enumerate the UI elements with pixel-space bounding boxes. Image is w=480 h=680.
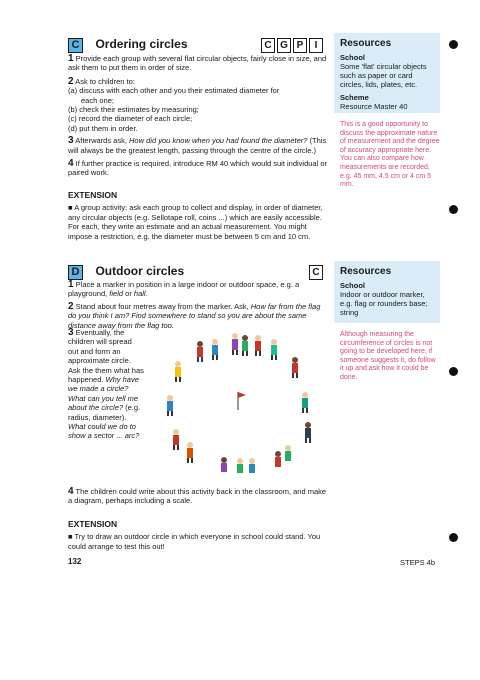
binder-hole-icon	[449, 533, 458, 542]
code-badge: G	[277, 38, 291, 53]
child-figure	[167, 395, 173, 416]
resources-subheading: Scheme	[340, 93, 369, 102]
code-badge: P	[293, 38, 307, 53]
paragraph-2: 2 Ask to children to:	[68, 75, 135, 87]
activity-codes	[307, 262, 323, 280]
paragraph-4: 4 If further practice is required, introduce RM 40 which would suit individual or paired work.	[68, 158, 328, 178]
child-figure	[175, 361, 181, 382]
resources-panel	[334, 261, 440, 323]
teacher-note: Although measuring the circumference of circles is not going to be developed here, if someone suggests it, do follow it up and ask how it could be done.	[340, 331, 436, 381]
child-figure	[173, 429, 179, 450]
teacher-note: This is a good opportunity to discuss the approximate nature of measurement and the degree of accuracy appropriate here. You can also compare how measurements are recorded, e.g. 45 mm, 4.5 cm or 4 cm 5 mm.	[340, 121, 440, 189]
binder-hole-icon	[449, 205, 458, 214]
extension-heading: EXTENSION	[68, 189, 118, 200]
extension-heading: EXTENSION	[68, 518, 118, 529]
paragraph-3: 3 Eventually, the children will spread out and form an approximate circle. Ask the them what has happened. Why have we made a circle? What can you tell me about the circle? (e.g. radius, diameter). What could we do to show a sector ... arc?	[68, 327, 144, 441]
child-figure	[237, 458, 243, 473]
section-letter-badge: C	[68, 38, 83, 53]
extension-text: ■ A group activity: ask each group to collect and display, in order of diameter, any circular objects (e.g. Sellotape roll, coins ...) which are easily accessible. For each, they write an estimate and an actual measurement. You might impose a restriction, e.g. the diameter must be between 5 cm and 10 cm.	[68, 203, 323, 241]
page-number: 132	[68, 557, 82, 566]
code-badge: I	[309, 38, 323, 53]
section-d-outro	[68, 487, 330, 551]
child-figure	[249, 458, 255, 473]
resources-panel	[334, 33, 440, 113]
child-figure	[197, 341, 203, 362]
section-c-body	[68, 54, 330, 241]
child-figure	[232, 333, 238, 355]
section-d-header	[68, 262, 323, 278]
book-label: STEPS 4b	[400, 558, 436, 567]
resources-text: Some 'flat' circular objects such as paper or card circles, lids, plates, etc.	[340, 62, 427, 89]
child-figure	[221, 457, 227, 472]
children-circle-illustration	[160, 330, 330, 475]
resources-text: Resource Master 40	[340, 102, 408, 111]
section-c-header	[68, 35, 323, 51]
resources-subheading: School	[340, 53, 366, 62]
list-item: each one;	[81, 95, 114, 105]
list-item: (b) check their estimates by measuring;	[68, 105, 199, 115]
child-figure	[292, 357, 298, 378]
list-item: (d) put them in order.	[68, 123, 138, 133]
list-item: (a) discuss with each other and you their estimated diameter for	[68, 86, 280, 96]
activity-codes	[259, 35, 323, 53]
child-figure	[242, 335, 248, 356]
resources-title: Resources	[340, 38, 392, 49]
paragraph-1: 1 Provide each group with several flat circular objects, fairly close in size, and ask them to put them in order of size.	[68, 53, 327, 73]
paragraph-3: 3 Afterwards ask, How did you know when you had found the diameter? (This will always be the greatest length, passing through the centre of the circle.)	[68, 135, 327, 155]
paragraph-2: 2 Stand about four metres away from the marker. Ask, How far from the flag do you think I am? Find somewhere to stand so you are about the same distance away from the flag too.	[68, 300, 321, 330]
resources-text: Indoor or outdoor marker, e.g. flag or rounders base; string	[340, 290, 428, 317]
section-d-intro	[68, 280, 330, 330]
child-figure	[285, 445, 291, 461]
child-figure	[275, 451, 281, 467]
binder-hole-icon	[449, 40, 458, 49]
child-figure	[271, 339, 277, 360]
flag-marker	[238, 392, 246, 410]
binder-hole-icon	[449, 367, 458, 376]
paragraph-1: 1 Place a marker in position in a large indoor or outdoor space, e.g. a playground, field or hall.	[68, 279, 300, 299]
extension-text: ■ Try to draw an outdoor circle in which everyone in school could stand. You could arrange to test this out!	[68, 532, 321, 551]
list-item: (c) record the diameter of each circle;	[68, 114, 193, 124]
paragraph-4: 4 The children could write about this activity back in the classroom, and make a diagram, perhaps including a scale.	[68, 486, 327, 506]
code-badge: C	[261, 38, 275, 53]
resources-title: Resources	[340, 266, 392, 277]
section-title: Outdoor circles	[95, 264, 185, 278]
resources-subheading: School	[340, 281, 366, 290]
child-figure	[302, 392, 308, 413]
section-title: Ordering circles	[95, 37, 188, 51]
child-figure	[255, 335, 261, 356]
section-letter-badge: D	[68, 265, 83, 280]
code-badge: C	[309, 265, 323, 280]
child-figure	[187, 442, 193, 463]
child-figure	[305, 422, 311, 443]
child-figure	[212, 339, 218, 360]
